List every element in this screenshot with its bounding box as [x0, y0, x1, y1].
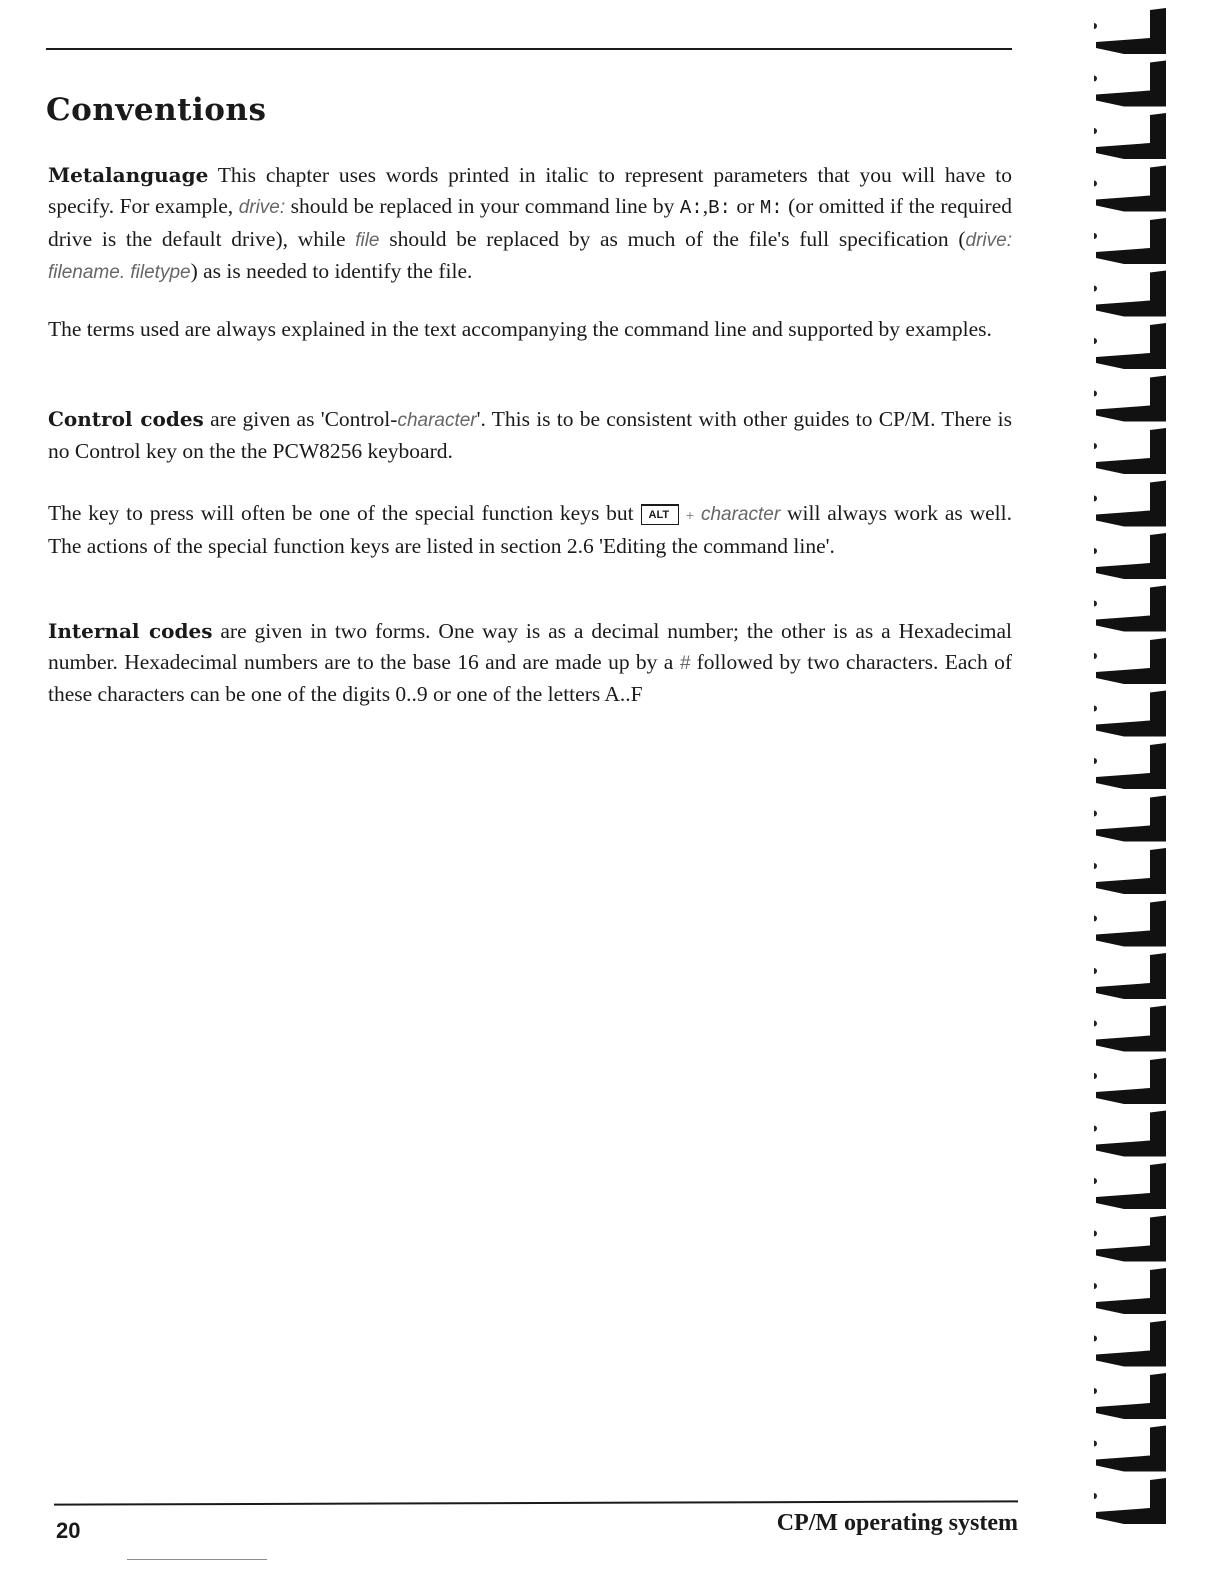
control-codes-text-2: '. This is to be consistent with other guides to CP/M. There is no Control key on the the PCW8256 keyboard. — [48, 407, 1013, 463]
control-codes-text-1: are given as 'Control- — [203, 407, 398, 431]
binding-tab — [1094, 1058, 1166, 1104]
internal-codes-lead: Internal codes — [48, 619, 213, 643]
binding-tab — [1094, 1111, 1166, 1157]
bottom-rule — [54, 1500, 1018, 1505]
internal-codes-text-2: followed by two characters. Each of these characters can be one of the digits 0..9 or one of the letters A..F — [48, 650, 1012, 706]
binding-tab — [1094, 323, 1166, 369]
binding-tab — [1094, 1268, 1166, 1314]
binding-tab — [1094, 481, 1166, 527]
binding-tab — [1094, 796, 1166, 842]
file-parameter: file — [355, 230, 380, 251]
filespec-parameter: drive: filename. filetype — [48, 230, 1012, 283]
binding-tab — [1094, 166, 1166, 212]
metalanguage-text-6: ) as is needed to identify the file. — [190, 259, 473, 283]
code-drive-m: M: — [759, 197, 783, 219]
page-heading: Conventions — [46, 92, 267, 128]
character-parameter: character — [397, 410, 477, 431]
metalanguage-paragraph — [48, 160, 1012, 288]
metalanguage-text-3: or — [730, 194, 760, 218]
binding-tab — [1094, 113, 1166, 159]
key-character-parameter: character — [700, 504, 781, 525]
comma: , — [702, 194, 709, 218]
plus-sign: + — [685, 507, 695, 523]
binding-tab — [1094, 953, 1166, 999]
control-codes-paragraph — [48, 404, 1012, 467]
binding-tab — [1094, 8, 1166, 54]
binding-tab — [1094, 218, 1166, 264]
binding-tab — [1094, 1426, 1166, 1472]
binding-tab — [1094, 1321, 1166, 1367]
control-codes-lead: Control codes — [48, 407, 204, 431]
binding-tab — [1094, 428, 1166, 474]
metalanguage-text-5: should be replaced by as much of the file's full specification ( — [379, 227, 966, 251]
binding-tab — [1094, 533, 1166, 579]
page-number: 20 — [56, 1518, 81, 1543]
binding-tab — [1094, 586, 1166, 632]
metalanguage-text-1: This chapter uses words printed in italic to represent parameters that you will have to specify. For example, — [48, 163, 1012, 218]
top-rule — [46, 48, 1012, 50]
hash-symbol: # — [679, 653, 691, 674]
binding-tab — [1094, 848, 1166, 894]
terms-paragraph: The terms used are always explained in the text accompanying the command line and supported by examples. — [48, 317, 992, 341]
code-drive-b: B: — [708, 197, 731, 219]
binding-tab — [1094, 271, 1166, 317]
scan-artifact-line — [127, 1559, 267, 1560]
footer-title: CP/M operating system — [776, 1510, 1018, 1536]
binding-tab — [1094, 638, 1166, 684]
metalanguage-text-2: should be replaced in your command line by — [285, 194, 680, 218]
internal-codes-text-1: are given in two forms. One way is as a decimal number; the other is as a Hexadecimal number. Hexadecimal numbers are to the base 16 and are made up by a — [48, 619, 1013, 674]
binding-tab — [1094, 743, 1166, 789]
binding-tab — [1094, 1373, 1166, 1419]
special-keys-paragraph — [48, 498, 1012, 562]
special-keys-text-1: The key to press will often be one of the special function keys but — [48, 501, 641, 525]
code-drive-a: A: — [679, 197, 703, 219]
binding-tab — [1094, 376, 1166, 422]
binding-tab — [1094, 1216, 1166, 1262]
drive-parameter: drive: — [238, 197, 286, 218]
binding-tab — [1094, 901, 1166, 947]
alt-key-icon: ALT — [641, 504, 680, 525]
binding-tab — [1094, 1163, 1166, 1209]
binding-tab — [1094, 1478, 1166, 1524]
metalanguage-text-4: (or omitted if the required drive is the default drive), while — [48, 194, 1012, 251]
internal-codes-paragraph — [48, 616, 1012, 710]
spiral-binding-icon — [1094, 0, 1224, 1584]
binding-tab — [1094, 61, 1166, 107]
binding-tab — [1094, 1006, 1166, 1052]
metalanguage-lead: Metalanguage — [48, 163, 209, 187]
special-keys-text-2: will always work as well. The actions of the special function keys are listed in section 2.6 'Editing the command line'. — [48, 501, 1012, 558]
binding-tab — [1094, 691, 1166, 737]
